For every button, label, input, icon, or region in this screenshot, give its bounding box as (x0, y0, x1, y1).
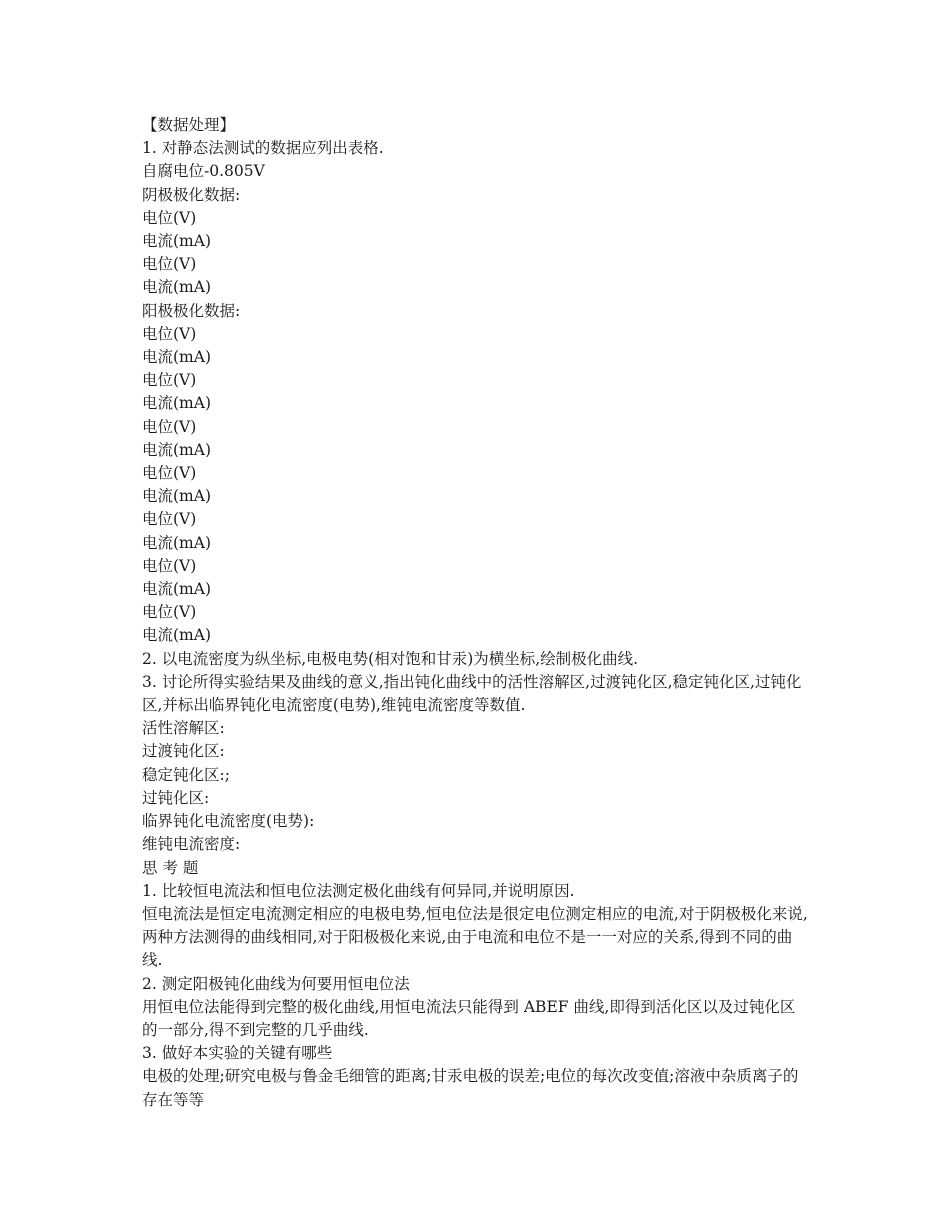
anodic-heading: 阳极极化数据: (142, 301, 241, 320)
anodic-row: 电流(mA) (142, 440, 211, 459)
answer-3: 电极的处理;研究电极与鲁金毛细管的距离;甘汞电极的误差;电位的每次改变值;溶液中杂质离子的存在等等 (142, 1067, 799, 1109)
region-label: 活性溶解区: (142, 719, 225, 738)
corrosion-potential: 自腐电位-0.805V (142, 162, 265, 181)
cathodic-row: 电位(V) (142, 255, 197, 274)
region-label: 临界钝化电流密度(电势): (142, 812, 315, 831)
item-3: 3. 讨论所得实验结果及曲线的意义,指出钝化曲线中的活性溶解区,过渡钝化区,稳定钝化区,过钝化区,并标出临界钝化电流密度(电势),维钝电流密度等数值. (142, 672, 802, 715)
question-1: 1. 比较恒电流法和恒电位法测定极化曲线有何异同,并说明原因. (142, 881, 575, 900)
cathodic-heading: 阴极极化数据: (142, 185, 241, 204)
item-1: 1. 对静态法测试的数据应列出表格. (142, 139, 384, 158)
anodic-row: 电位(V) (142, 510, 197, 529)
section-title: 【数据处理】 (142, 116, 236, 134)
item-2: 2. 以电流密度为纵坐标,电极电势(相对饱和甘汞)为横坐标,绘制极化曲线. (142, 649, 639, 668)
questions-heading: 思 考 题 (142, 858, 199, 877)
region-label: 过钝化区: (142, 788, 210, 807)
anodic-row: 电位(V) (142, 417, 197, 436)
cathodic-row: 电流(mA) (142, 278, 211, 297)
region-label: 维钝电流密度: (142, 835, 241, 854)
question-2: 2. 测定阳极钝化曲线为何要用恒电位法 (142, 974, 410, 993)
cathodic-row: 电位(V) (142, 208, 197, 227)
anodic-row: 电流(mA) (142, 580, 211, 599)
anodic-row: 电流(mA) (142, 533, 211, 552)
anodic-row: 电位(V) (142, 324, 197, 343)
anodic-row: 电流(mA) (142, 394, 211, 413)
anodic-row: 电流(mA) (142, 348, 211, 367)
answer-1: 恒电流法是恒定电流测定相应的电极电势,恒电位法是很定电位测定相应的电流,对于阴极极化来说,两种方法测得的曲线相同,对于阳极极化来说,由于电流和电位不是一一对应的关系,得到不同的曲线. (142, 904, 808, 970)
anodic-row: 电流(mA) (142, 487, 211, 506)
region-label: 稳定钝化区:; (142, 765, 230, 784)
anodic-row: 电流(mA) (142, 626, 211, 645)
anodic-row: 电位(V) (142, 371, 197, 390)
answer-2: 用恒电位法能得到完整的极化曲线,用恒电流法只能得到 ABEF 曲线,即得到活化区以及过钝化区的一部分,得不到完整的几乎曲线. (142, 997, 796, 1039)
cathodic-row: 电流(mA) (142, 232, 211, 251)
anodic-row: 电位(V) (142, 556, 197, 575)
question-3: 3. 做好本实验的关键有哪些 (142, 1044, 333, 1063)
anodic-row: 电位(V) (142, 603, 197, 622)
anodic-row: 电位(V) (142, 464, 197, 483)
region-label: 过渡钝化区: (142, 742, 225, 761)
document-body (142, 114, 810, 1112)
